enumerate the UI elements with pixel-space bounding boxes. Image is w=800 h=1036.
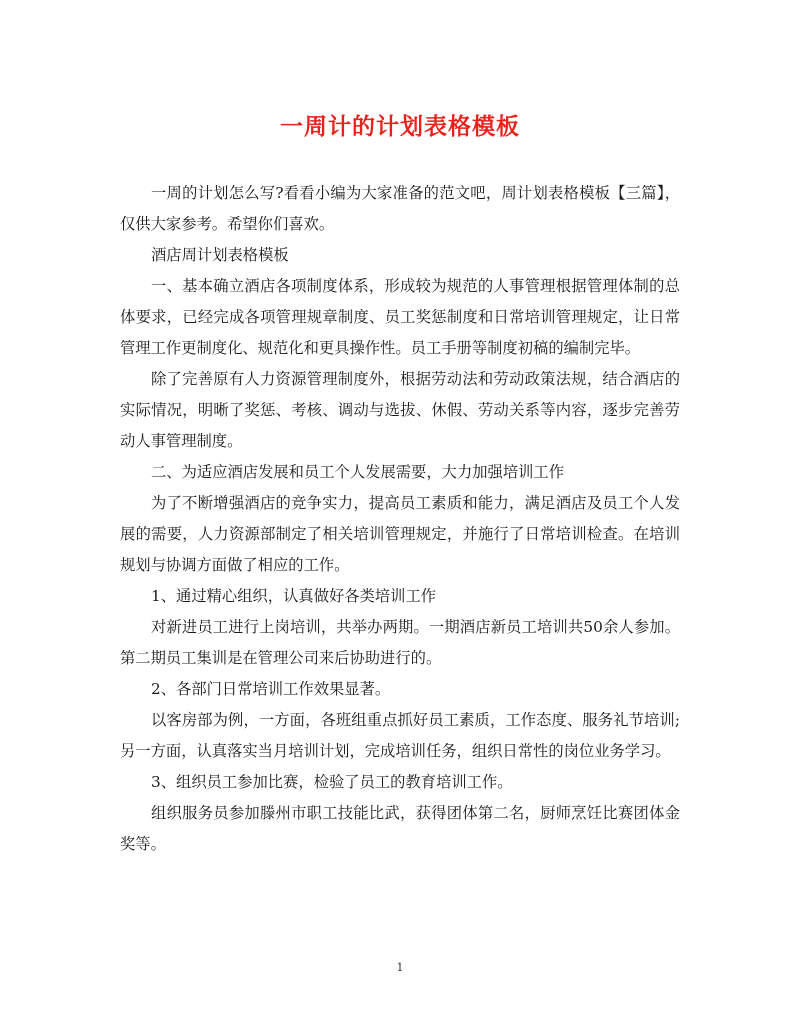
body-paragraph: 除了完善原有人力资源管理制度外，根据劳动法和劳动政策法规，结合酒店的实际情况，明晰了奖惩、考核、调动与选拔、休假、劳动关系等内容，逐步完善劳动人事管理制度。 — [120, 370, 680, 450]
body-paragraph: 对新进员工进行上岗培训，共举办两期。一期酒店新员工培训共50余人参加。第二期员工集训是在管理公司来后协助进行的。 — [120, 618, 680, 667]
page-number: 1 — [396, 961, 404, 974]
sub-heading: 1、通过精心组织，认真做好各类培训工作 — [151, 587, 437, 605]
document-title: 一周计的计划表格模板 — [280, 113, 520, 140]
intro-paragraph: 一周的计划怎么写?看看小编为大家准备的范文吧，周计划表格模板【三篇】，仅供大家参考。希望你们喜欢。 — [120, 184, 680, 233]
body-paragraph: 为了不断增强酒店的竞争实力，提高员工素质和能力，满足酒店及员工个人发展的需要，人力资源部制定了相关培训管理规定，并施行了日常培训检查。在培训规划与协调方面做了相应的工作。 — [120, 494, 680, 574]
body-paragraph: 一、基本确立酒店各项制度体系，形成较为规范的人事管理根据管理体制的总体要求，已经完成各项管理规章制度、员工奖惩制度和日常培训管理规定，让日常管理工作更制度化、规范化和更具操作性。员工手册等制度初稿的编制完毕。 — [120, 277, 680, 357]
body-paragraph: 组织服务员参加滕州市职工技能比武，获得团体第二名，厨师烹饪比赛团体金奖等。 — [120, 804, 680, 853]
sub-heading: 3、组织员工参加比赛，检验了员工的教育培训工作。 — [151, 773, 513, 791]
section-heading: 酒店周计划表格模板 — [151, 246, 289, 264]
document-body — [120, 178, 680, 860]
body-paragraph: 以客房部为例，一方面，各班组重点抓好员工素质，工作态度、服务礼节培训;另一方面，认真落实当月培训计划，完成培训任务，组织日常性的岗位业务学习。 — [120, 711, 680, 760]
section-heading: 二、为适应酒店发展和员工个人发展需要，大力加强培训工作 — [151, 463, 565, 481]
sub-heading: 2、各部门日常培训工作效果显著。 — [151, 680, 391, 698]
